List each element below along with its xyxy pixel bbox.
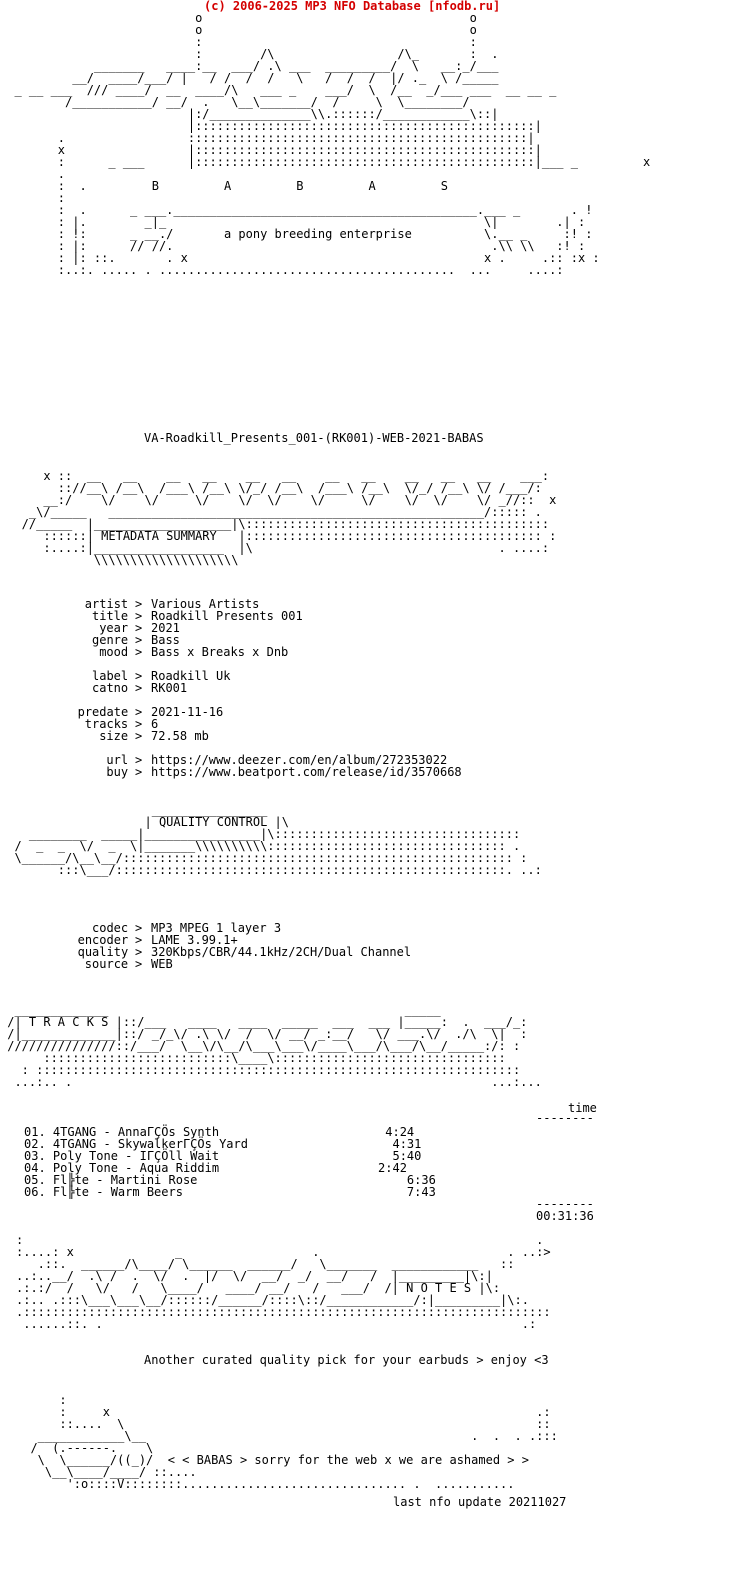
track-title: 4TGANG - SkywalkerΓÇÖs Yard: [52, 1137, 248, 1151]
metadata-separator: >: [135, 633, 143, 647]
track-number: 06.: [24, 1185, 53, 1199]
metadata-separator: >: [135, 765, 143, 779]
metadata-value-buy[interactable]: https://www.beatport.com/release/id/3570668: [151, 765, 462, 779]
metadata-key: artist: [84, 597, 129, 611]
track-row: [24, 1186, 436, 1198]
tracks-banner: _____________ _____ /| T R A C K S |::/___ ____ ____ _____ ___ ___ |_____: . ___/_: /|_____________|::/ _/_\/ .\ \/ / \/ __/ _:__/ \/ ___.\/ ./\ \| : ///////////////::/___/ \__\/\__/\___\___\/____\___/\___/\__/_____:/: : ::::::::::::::::::::::::::\____\:::::::::::::::::::::::::::::::: : ::::::::::::::::::::::::::::::::::::::::::::::::::::::::::::::::::: ...:.. . ...:...: [7, 1003, 542, 1089]
notes-text: Another curated quality pick for your earbuds > enjoy <3: [144, 1353, 549, 1367]
metadata-key: mood: [99, 645, 129, 659]
metadata-key: title: [92, 609, 129, 623]
quality-separator: >: [135, 945, 143, 959]
track-time: 5:40: [392, 1149, 422, 1163]
track-title: Poly Tone - IΓÇÖll Wait: [52, 1149, 220, 1163]
metadata-value-predate: 2021-11-16: [151, 705, 224, 719]
metadata-value-size: 72.58 mb: [151, 729, 209, 743]
metadata-key: buy: [106, 765, 129, 779]
quality-value-encoder: LAME 3.99.1+: [151, 933, 238, 947]
tracks-time-header: time: [568, 1101, 597, 1115]
metadata-key: catno: [92, 681, 129, 695]
metadata-value-year: 2021: [151, 621, 180, 635]
release-name: VA-Roadkill_Presents_001-(RK001)-WEB-2021-BABAS: [144, 431, 484, 445]
quality-value-codec: MP3 MPEG 1 layer 3: [151, 921, 282, 935]
track-title: Fl╠te - Warm Beers: [52, 1185, 183, 1199]
metadata-key: predate: [77, 705, 129, 719]
track-number: 01.: [24, 1125, 53, 1139]
track-time: 4:31: [392, 1137, 422, 1151]
track-time: 4:24: [385, 1125, 415, 1139]
track-title: Fl╠te - Martini Rose: [52, 1173, 198, 1187]
track-number: 05.: [24, 1173, 53, 1187]
metadata-value-title: Roadkill Presents 001: [151, 609, 303, 623]
quality-key: quality: [77, 945, 129, 959]
metadata-value-url[interactable]: https://www.deezer.com/en/album/272353022: [151, 753, 448, 767]
metadata-key: size: [99, 729, 129, 743]
quality-separator: >: [135, 933, 143, 947]
metadata-key: genre: [92, 633, 129, 647]
notes-banner: : . :....: x _ . . ..:> .::. ______/\____/ \______ ______/ \_______ ____________ :: ..:..__/ .\ / . \/ . |/ \/ __/ _/ __/ / |_________|\:| .:.:/ / \/ / \____/ ____/ __/ / ___/ /| N O T E S |\: .:.. .:::\___\___\__/::::::/______/::::\::/____________/:|_________|\:. .::::::::::::::::::::::::::::::::::::::::::::::::::::::::::::::::::::::::: ......::. . .:: [16, 1233, 551, 1331]
metadata-summary-banner: x :: __ __ __ __ __ __ __ __ __ __ __ ___: :://__\ /__\ /___\ /__\ \/_/ /__\ /___\ /__\ \/_/ /__\ \/ /___/: __:/ \/ \/ \/ \/ \/ \/ \/ \/ \/ \/ _//:: x _\/_____ ____________________________________________________/::::: . //_____ |___________________|\:::::::::::::::::::::::::::::::::::::::::: ::::::| METADATA SUMMARY |::::::::::::::::::::::::::::::::::::::::: : :....:|__________________ |\ . ....: \\\\\\\\\\\\\\\\\\\\: [21, 469, 557, 567]
track-number: 03.: [24, 1149, 53, 1163]
last-update: last nfo update 20211027: [393, 1495, 567, 1509]
quality-key: encoder: [77, 933, 129, 947]
quality-key: source: [84, 957, 129, 971]
metadata-key: tracks: [84, 717, 129, 731]
metadata-separator: >: [135, 645, 143, 659]
quality-control-banner: ________________ | QUALITY CONTROL |\ ________ _____|________________|\:::::::::::::::::::::::::::::::::: / _ _ \/ _ \|_______\\\\\\\\\\::::::::::::::::::::::::::::::::: . \______/\__\__/:::::::::::::::::::::::::::::::::::::::::::::::::::::: : :::\___/::::::::::::::::::::::::::::::::::::::::::::::::::::::. ..:: [14, 803, 542, 877]
metadata-separator: >: [135, 669, 143, 683]
quality-value-source: WEB: [151, 957, 173, 971]
metadata-value-tracks: 6: [151, 717, 159, 731]
track-number: 04.: [24, 1161, 53, 1175]
metadata-key: url: [106, 753, 129, 767]
track-time: 7:43: [406, 1185, 436, 1199]
metadata-separator: >: [135, 729, 143, 743]
track-time: 6:36: [406, 1173, 436, 1187]
metadata-separator: >: [135, 753, 143, 767]
metadata-key: label: [92, 669, 129, 683]
quality-separator: >: [135, 921, 143, 935]
quality-value-quality: 320Kbps/CBR/44.1kHz/2CH/Dual Channel: [151, 945, 412, 959]
footer-babas-ascii: : : x .: ::.... \ :: ____________\__ . . . .::: / (.------. \ \ \______/((_)/ < < BABAS > sorry for the web x we are ashamed > > \__\____/____/ ::.... ':o::::V::::::::............................... . ...........: [30, 1393, 558, 1491]
metadata-value-catno: RK001: [151, 681, 188, 695]
quality-key: codec: [92, 921, 129, 935]
metadata-separator: >: [135, 705, 143, 719]
metadata-value-genre: Bass: [151, 633, 180, 647]
tracks-total-time: 00:31:36: [536, 1209, 594, 1223]
metadata-separator: >: [135, 609, 143, 623]
metadata-value-mood: Bass x Breaks x Dnb: [151, 645, 289, 659]
babas-logo-ascii: o o o o : : : /\ /\_ : . _______ ____:__ ___/ .\ ___ _________/ \ __:_/___ __/ ____/___/ | / / / / \ / / / |/ ._ \ /_____ _ __ ___ /// ____/ __ ____/\ ___ _ ___/ \ /__ _/___ ___ __ __ _ /___________/ __/ . \__\_______/ / \ \________/ |:/______________\\.::::::/____________\::| |:::::::::::::::::::::::::::::::::::::::::::::::| . :::::::::::::::::::::::::::::::::::::::::::::::| x |:::::::::::::::::::::::::::::::::::::::::::::::| : _ ___ |:::::::::::::::::::::::::::::::::::::::::::::::|___ _ x . : . B A B A S : : . _ ___.__________________________________________.___ _ . ! : |. _|_ \| .| : : !: _ __./ a pony breeding enterprise \.__ _ :! : : |: // //. .\\ \\ :! : : |: ::. . x x . .:: :x : :..:. ..... . ......................................... ... ....:: [14, 11, 651, 277]
metadata-separator: >: [135, 621, 143, 635]
tracks-time-rule: --------: [536, 1111, 594, 1125]
quality-separator: >: [135, 957, 143, 971]
metadata-value-artist: Various Artists: [151, 597, 260, 611]
track-title: Poly Tone - Aqua Riddim: [52, 1161, 220, 1175]
track-title: 4TGANG - AnnaΓÇÖs Synth: [52, 1125, 220, 1139]
tracks-total-rule: --------: [536, 1197, 594, 1211]
metadata-separator: >: [135, 597, 143, 611]
site-header: (c) 2006-2025 MP3 NFO Database [nfodb.ru]: [204, 0, 501, 13]
track-time: 2:42: [378, 1161, 407, 1175]
metadata-key: year: [99, 621, 129, 635]
metadata-value-label: Roadkill Uk: [151, 669, 231, 683]
metadata-separator: >: [135, 717, 143, 731]
track-number: 02.: [24, 1137, 53, 1151]
metadata-separator: >: [135, 681, 143, 695]
